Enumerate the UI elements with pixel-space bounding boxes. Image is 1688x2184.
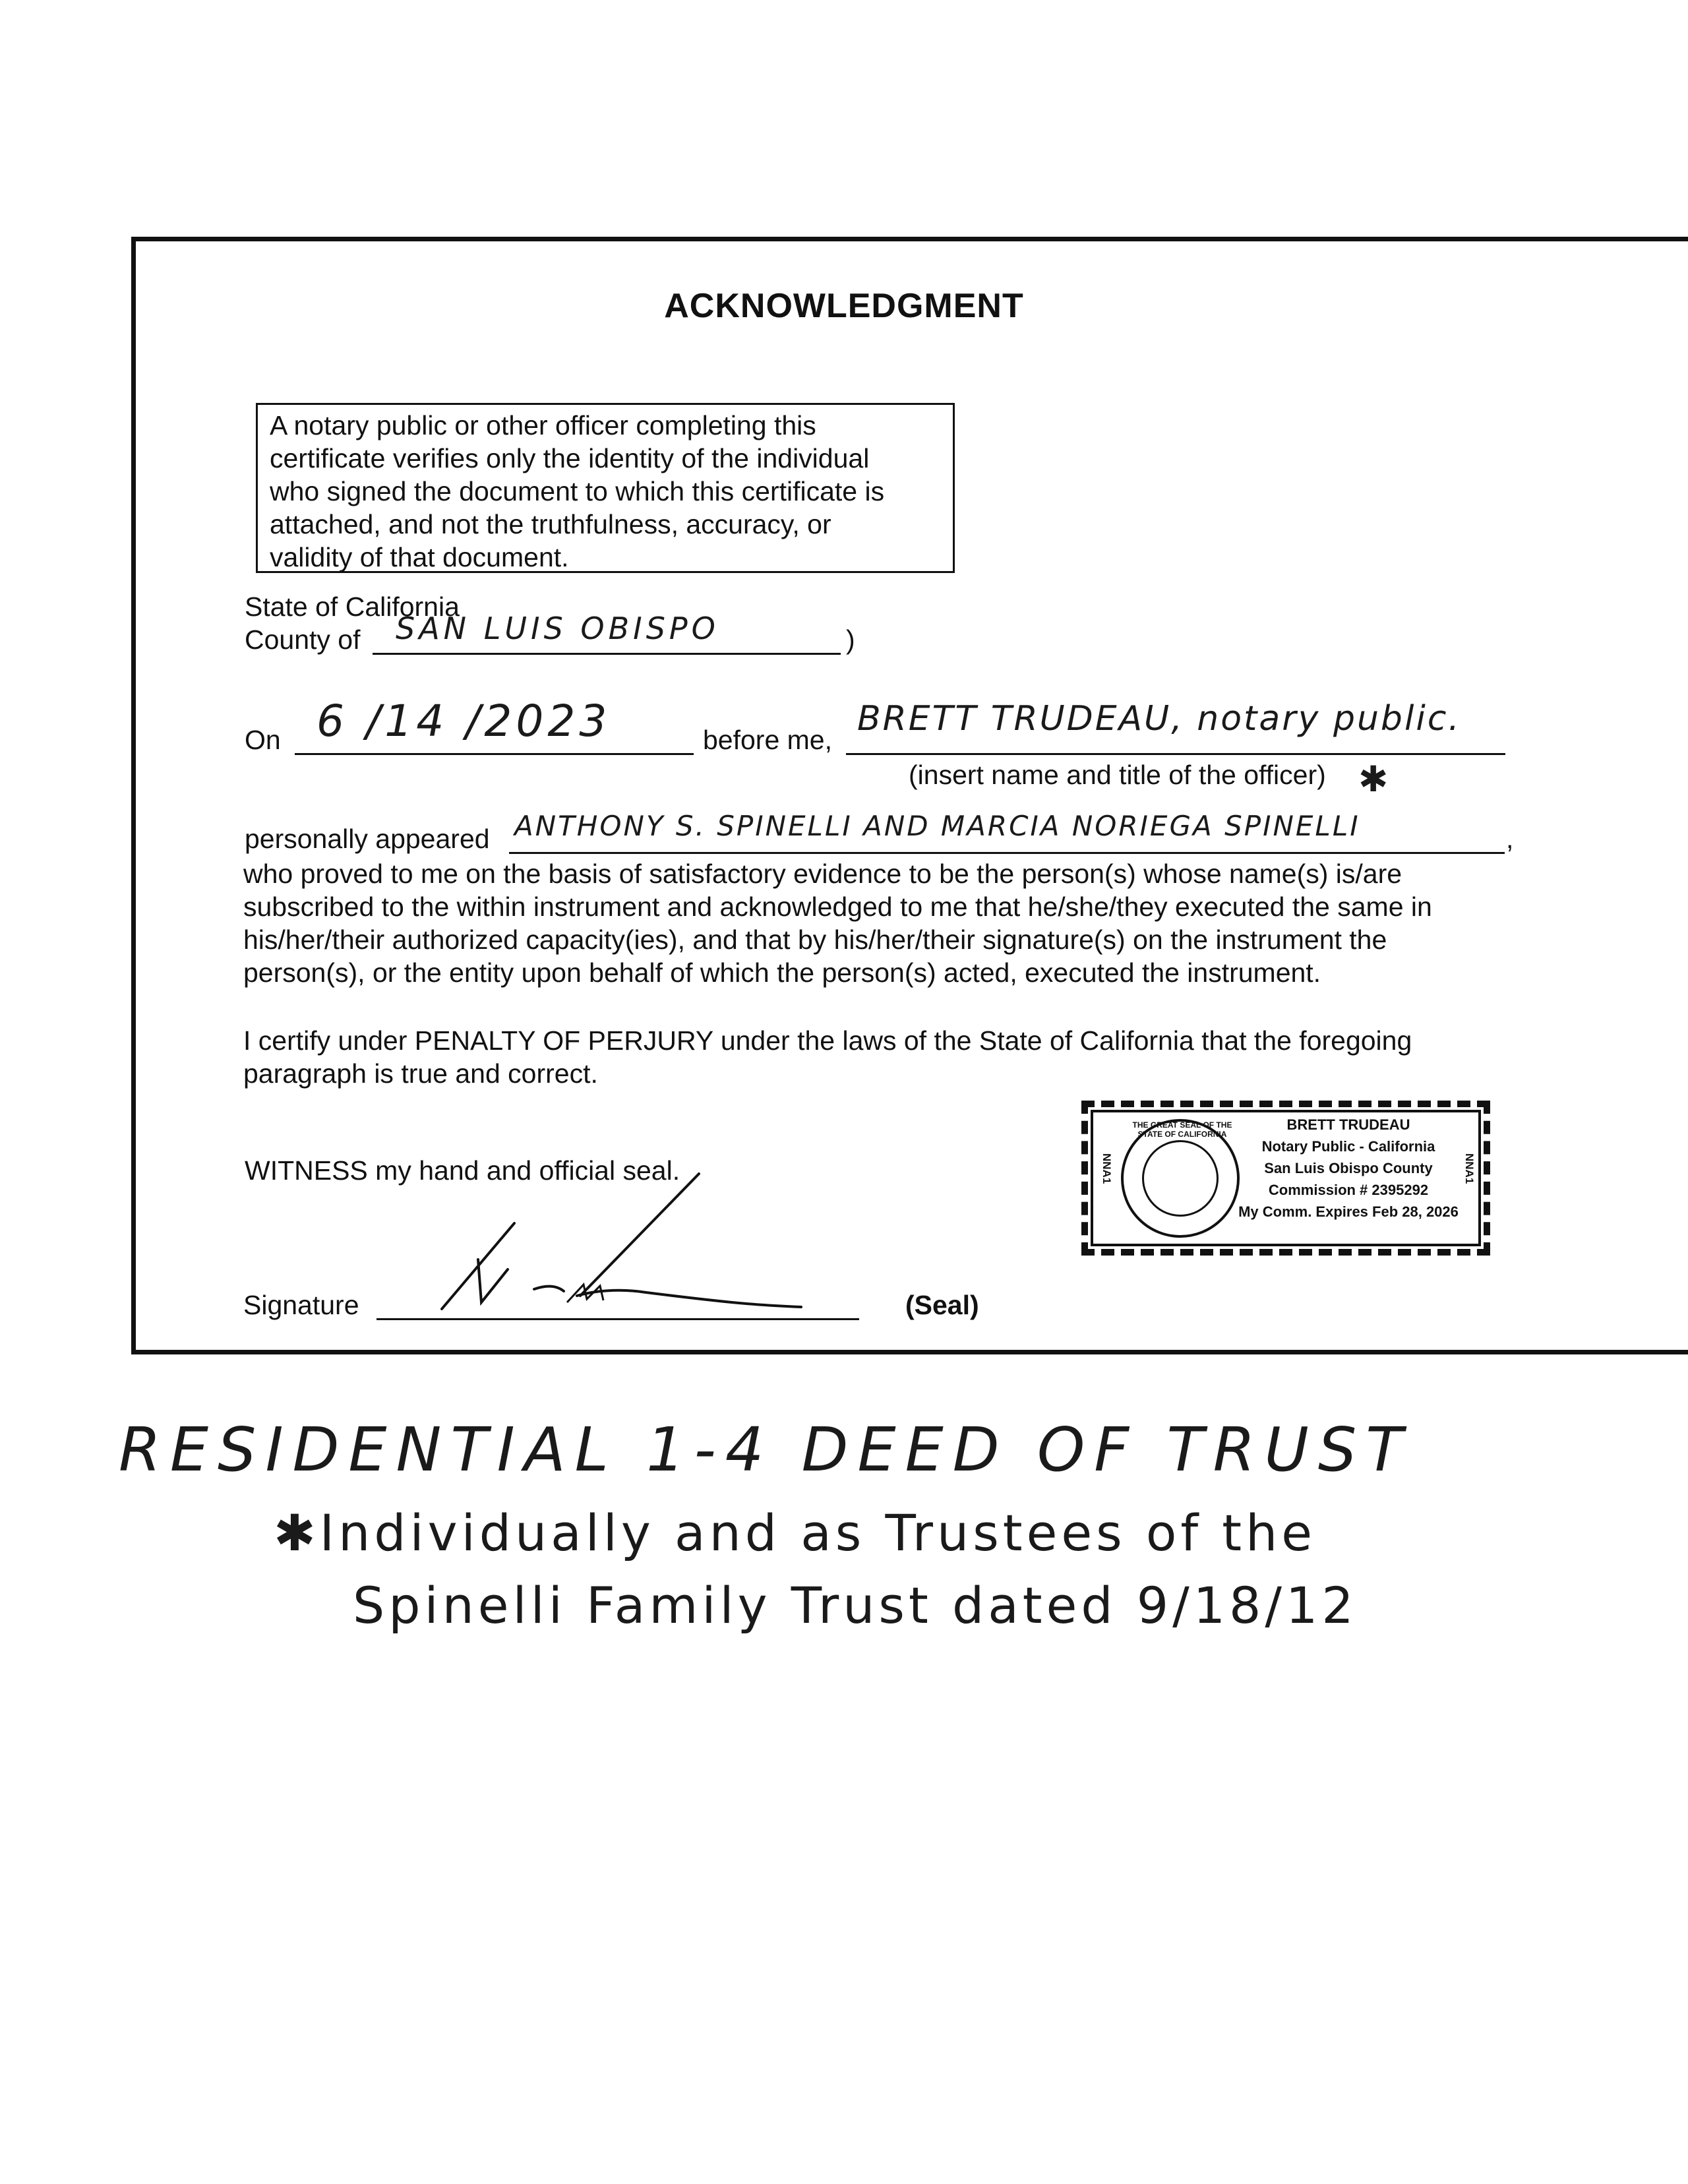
witness-line: WITNESS my hand and official seal. <box>245 1155 680 1186</box>
note-trustees: ✱Individually and as Trustees of the <box>274 1503 1316 1562</box>
disclaimer-line: attached, and not the truthfulness, accuracy, or <box>270 509 831 539</box>
seal-line: My Comm. Expires Feb 28, 2026 <box>1238 1203 1459 1220</box>
disclaimer-line: validity of that document. <box>270 542 569 572</box>
county-close-paren: ) <box>846 624 855 655</box>
seal-right-code: NNA1 <box>1463 1153 1476 1184</box>
county-label: County of <box>245 624 361 655</box>
perjury-line: I certify under PENALTY OF PERJURY under the laws of the State of California that the foregoing <box>243 1025 1412 1056</box>
great-seal-text: THE GREAT SEAL OF THE STATE OF CALIFORNIA <box>1132 1120 1232 1139</box>
officer-caption: (insert name and title of the officer) <box>909 760 1326 790</box>
signature-scribble <box>435 1161 818 1319</box>
note-trust-date: Spinelli Family Trust dated 9/18/12 <box>353 1576 1358 1635</box>
note-deed-type: RESIDENTIAL 1-4 DEED OF TRUST <box>119 1414 1412 1485</box>
seal-text-block <box>1220 1114 1477 1223</box>
form-title: ACKNOWLEDGMENT <box>664 287 1024 325</box>
paragraph-line: his/her/their authorized capacity(ies), and that by his/her/their signature(s) on the instrument the <box>243 925 1387 955</box>
seal-label: (Seal) <box>905 1290 979 1320</box>
paragraph-line: who proved to me on the basis of satisfactory evidence to be the person(s) whose name(s) is/are <box>243 859 1402 889</box>
appeared-comma: , <box>1506 824 1514 854</box>
county-underline <box>373 653 841 655</box>
seal-line: San Luis Obispo County <box>1264 1160 1433 1176</box>
officer-handwritten: BRETT TRUDEAU, notary public. <box>857 699 1461 739</box>
state-line: State of California <box>245 592 460 622</box>
seal-line: Notary Public - California <box>1261 1138 1435 1155</box>
appeared-handwritten: ANTHONY S. SPINELLI AND MARCIA NORIEGA SPINELLI <box>514 810 1360 842</box>
date-underline <box>295 753 694 755</box>
disclaimer-line: who signed the document to which this certificate is <box>270 476 885 506</box>
county-handwritten: SAN LUIS OBISPO <box>396 611 719 646</box>
appeared-underline <box>509 852 1505 854</box>
notary-seal-stamp <box>1081 1101 1490 1256</box>
seal-left-code: NNA1 <box>1100 1153 1113 1184</box>
before-me-label: before me, <box>703 725 832 755</box>
perjury-line: paragraph is true and correct. <box>243 1058 598 1089</box>
seal-line: Commission # 2395292 <box>1268 1182 1429 1198</box>
signature-label: Signature <box>243 1290 359 1320</box>
disclaimer-line: certificate verifies only the identity of the individual <box>270 443 870 473</box>
on-label: On <box>245 725 281 755</box>
paragraph-line: person(s), or the entity upon behalf of which the person(s) acted, executed the instrument. <box>243 957 1321 988</box>
date-handwritten: 6 /14 /2023 <box>316 696 611 746</box>
disclaimer-line: A notary public or other officer completing this <box>270 410 816 440</box>
officer-underline <box>846 753 1505 755</box>
asterisk-mark: ✱ <box>1358 758 1393 800</box>
disclaimer-box <box>256 403 955 573</box>
seal-line: BRETT TRUDEAU <box>1286 1116 1410 1133</box>
personally-appeared-label: personally appeared <box>245 824 490 854</box>
paragraph-line: subscribed to the within instrument and acknowledged to me that he/she/they executed the same in <box>243 892 1432 922</box>
